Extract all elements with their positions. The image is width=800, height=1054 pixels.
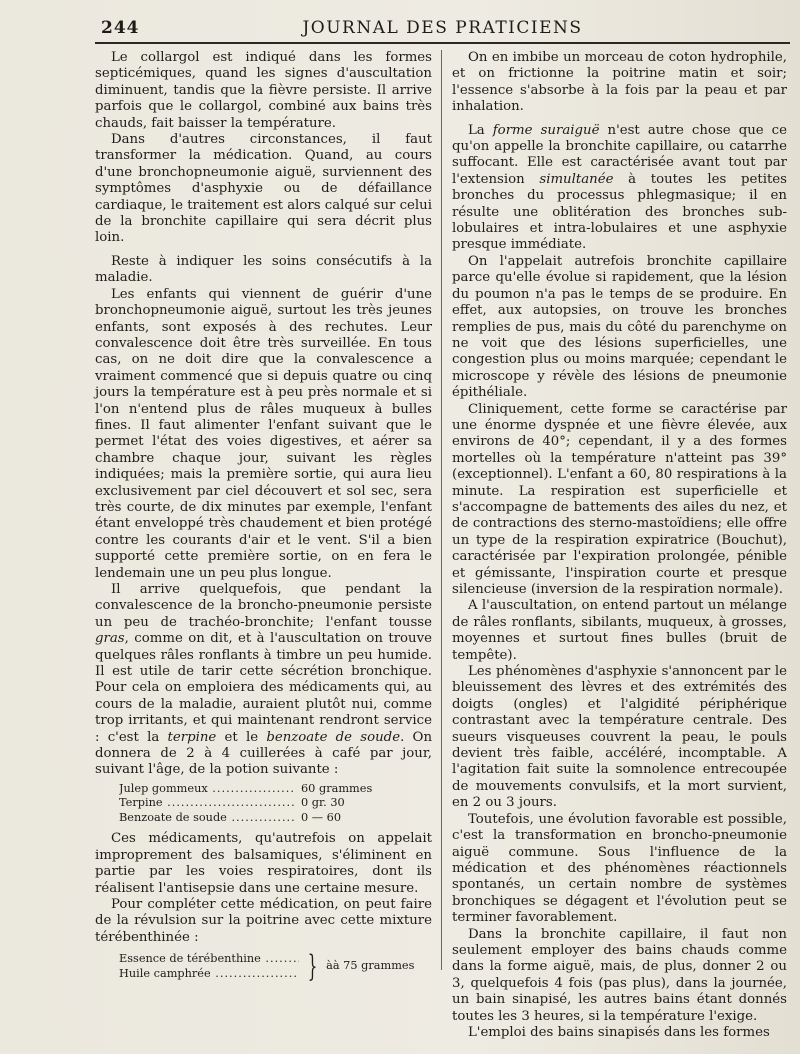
text-run: n'est autre chose que ce qu'on appelle la bronchite capillaire, ou catarrhe suffocant. Elle est caractérisée avant tout par l'extension <box>452 122 788 187</box>
prescription-line <box>119 782 432 797</box>
page-number: 244 <box>101 18 140 38</box>
ingredient-name: Julep gommeux ..... <box>119 782 295 797</box>
paragraph: Pour compléter cette médication, on peut faire de la révulsion sur la poitrine avec cette mixture térébenthinée : <box>95 897 432 945</box>
header-rule <box>95 42 790 44</box>
column-divider <box>441 50 442 970</box>
italic-run: benzoate de soude <box>266 729 401 745</box>
italic-run: gras <box>95 631 125 647</box>
mixture-table <box>119 948 432 984</box>
text-run: Il arrive quelquefois, que pendant la convalescence de la broncho-pneumonie persiste un peu de trachéo-bronchite; l'enfant tousse <box>95 582 432 630</box>
paragraph: Dans la bronchite capillaire, il faut non seulement employer des bains chauds comme dans la forme aiguë, mais, de plus, donner 2 ou 3, quelquefois 4 fois (pas plus), dans la journée, un bain sinapisé, les autres bains étant donnés toutes les 3 heures, si la température l'exige. <box>452 926 787 1024</box>
brace: } <box>307 948 318 984</box>
paragraph <box>95 582 432 779</box>
paragraph: Le collargol est indiqué dans les formes septicémiques, quand les signes d'auscultation diminuent, tandis que la fièvre persiste. Il arrive parfois que le collargol, combiné aux bains très chauds, fait baisser la température. <box>95 50 432 131</box>
prescription-table <box>119 782 432 826</box>
left-column <box>95 50 432 987</box>
ingredient-name: Terpine ..... <box>119 796 295 811</box>
paragraph: A l'auscultation, on entend partout un mélange de râles ronflants, sibilants, muqueux, à grosses, moyennes et surtout fines bulles (bruit de tempête). <box>452 598 787 663</box>
ingredient-name: Essence de térébenthine ..... <box>119 952 299 967</box>
text-run: et le <box>216 729 267 745</box>
text-run: La <box>467 122 493 138</box>
ingredient-amount: 0 — 60 <box>301 810 342 824</box>
paragraph: Les phénomènes d'asphyxie s'annoncent par le bleuissement des lèvres et des extrémités des doigts (ongles) et l'algidité périphérique contrastant avec la température centrale. Des sueurs visqueuses couvrent la peau, le pouls devient très faible, accéléré, incomptable. A l'agitation fait suite la somnolence entrecoupée de mouvements convulsifs, et la mort survient, en 2 ou 3 jours. <box>452 664 787 811</box>
paragraph <box>452 123 787 254</box>
running-title: JOURNAL DES PRATICIENS <box>302 18 583 38</box>
prescription-line <box>119 796 432 811</box>
paragraph: Dans d'autres circonstances, il faut transformer la médication. Quand, au cours d'une bronchopneumonie aiguë, surviennent des symptômes d'asphyxie ou de défaillance cardiaque, le traitement est alors calqué sur celui de la bronchite capillaire qui sera décrit plus loin. <box>95 132 432 246</box>
mixture-ingredients <box>119 952 299 981</box>
paragraph: Toutefois, une évolution favorable est possible, c'est la transformation en broncho-pneumonie aiguë commune. Sous l'influence de la médication et des phénomènes réactionnels spontanés, un certain nombre de systèmes bronchiques se dégagent et l'évolution peut se terminer favorablement. <box>452 811 787 926</box>
paragraph: Les enfants qui viennent de guérir d'une bronchopneumonie aiguë, surtout les très jeunes enfants, sont exposés à des rechutes. Leur convalescence doit être très surveillée. En tous cas, on ne doit dire que la convalescence a vraiment commencé que si depuis quatre ou cinq jours la température est à peu près normale et si l'on n'entend plus de râles muqueux à bulles fines. Il faut alimenter l'enfant suivant que le permet l'état des voies digestives, et aérer sa chambre chaque jour, suivant les règles indiquées; mais la première sortie, qui aura lieu exclusivement par ciel découvert et sol sec, sera très courte, de dix minutes par exemple, l'enfant étant enveloppé très chaudement et bien protégé contre les courants d'air et le vent. S'il a bien supporté cette première sortie, on en fera le lendemain une un peu plus longue. <box>95 286 432 581</box>
right-column <box>452 50 787 1041</box>
paragraph: Cliniquement, cette forme se caractérise par une énorme dyspnée et une fièvre élevée, aux environs de 40°; cependant, il y a des formes mortelles où la température n'atteint pas 39° (exceptionnel). L'enfant a 60, 80 respirations à la minute. La respiration est superficielle et s'accompagne de battements des ailes du nez, et de contractions des sterno-mastoïdiens; elle offre un type de la respiration expiratrice (Bouchut), caractérisée par l'expiration prolongée, pénible et gémissante, l'inspiration courte et presque silencieuse (inversion de la respiration normale). <box>452 401 787 597</box>
paragraph: Reste à indiquer les soins consécutifs à la maladie. <box>95 253 432 286</box>
paragraph: L'emploi des bains sinapisés dans les formes <box>467 1024 770 1040</box>
paragraph: On en imbibe un morceau de coton hydrophile, et on frictionne la poitrine matin et soir; l'essence s'absorbe à la fois par la peau et par inhalation. <box>452 50 787 115</box>
page-header <box>95 14 790 44</box>
paragraph: On l'appelait autrefois bronchite capillaire parce qu'elle évolue si rapidement, que la lésion du poumon n'a pas le temps de se produire. En effet, aux autopsies, on trouve les bronches remplies de pus, mais du côté du parenchyme on ne voit que des lésions superficielles, une congestion plus ou moins marquée; cependant le microscope y révèle des lésions de pneumonie épithéliale. <box>452 253 787 401</box>
ingredient-amount: àà 75 grammes <box>326 959 415 973</box>
text-run: à toutes les petites bronches du processus phlegmasique; il en résulte une oblitération des bronches sub-lobulaires et intra-lobulaires et une asphyxie presque immédiate. <box>452 171 787 253</box>
italic-run: simultanée <box>539 171 614 187</box>
paragraph: Ces médicaments, qu'autrefois on appelait improprement des balsamiques, s'éliminent en partie par les voies respiratoires, dont ils réalisent l'antisepsie dans une certaine mesure. <box>95 831 432 896</box>
ingredient-name: Huile camphrée ..... <box>119 967 299 982</box>
prescription-line <box>119 811 432 826</box>
ingredient-amount: 0 gr. 30 <box>301 796 345 810</box>
italic-run: forme suraiguë <box>492 122 600 138</box>
text-run: , comme on dit, et à l'auscultation on trouve quelques râles ronflants à timbre un peu humide. Il est utile de tarir cette sécrétion bronchique. Pour cela on emploiera des médicaments qui, au cours de la maladie, auraient plutôt nui, comme trop irritants, et qui maintenant rendront service : c'est la <box>95 631 432 745</box>
ingredient-name: Benzoate de soude ..... <box>119 811 295 826</box>
italic-run: terpine <box>167 729 217 745</box>
text-run: . On donnera de 2 à 4 cuillerées à café par jour, suivant l'âge, de la potion suivante : <box>95 729 433 778</box>
ingredient-amount: 60 grammes <box>301 781 373 795</box>
